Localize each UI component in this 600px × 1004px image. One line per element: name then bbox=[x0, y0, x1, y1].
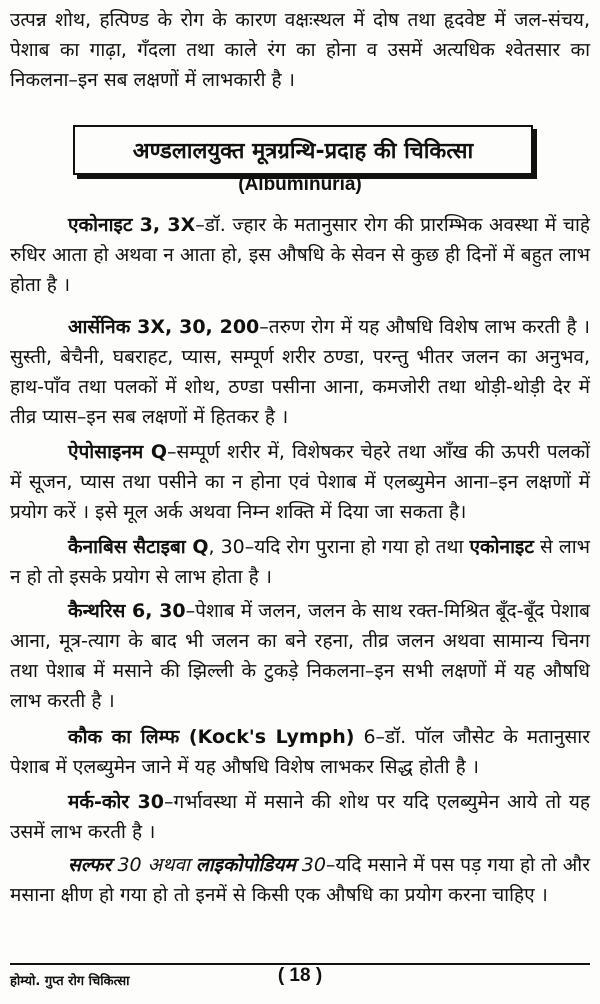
remedy-name-rest: 30 अथवा bbox=[111, 854, 196, 876]
remedy-text: , 30–यदि रोग पुराना हो गया हो तथा bbox=[208, 536, 470, 558]
intro-paragraph: उत्पन्न शोथ, हत्पिण्ड के रोग के कारण वक्षःस्थल में दोष तथा हृदवेष्ट में जल-संचय, पेशाब का गाढ़ा, गँदला तथा काले रंग का होना व उसमें अत्यधिक श्वेतसार का निकलना–इन सब लक्षणों में लाभकारी है । bbox=[10, 9, 590, 91]
entry-merc-cor bbox=[10, 787, 590, 847]
remedy-name: कौक का लिम्फ (Kock's Lymph) bbox=[68, 726, 355, 748]
remedy-name: एकोनाइट 3, 3X bbox=[68, 214, 196, 236]
remedy-text: –डॉ. ज्हार के मतानुसार रोग की प्रारम्भिक अवस्था में चाहे रुधिर आता हो अथवा न आता हो, इस औषधि के सेवन से कुछ ही दिनों में बहुत लाभ होता है । bbox=[10, 214, 590, 296]
entry-cantharis bbox=[10, 596, 590, 716]
remedy-text: –तरुण रोग में यह औषधि विशेष लाभ करती है । सुस्ती, बेचैनी, घबराहट, प्यास, सम्पूर्ण शरीर ठण्डा, परन्तु भीतर जलन का अनुभव, हाथ-पाँव तथा पलकों में शोथ, ठण्डा पसीना आना, कमजोरी तथा थोड़ी-थोड़ी देर में तीव्र प्यास–इन सब लक्षणों में हितकर है । bbox=[10, 316, 591, 428]
section-subtitle: (Albuminuria) bbox=[238, 174, 362, 195]
entry-aconite bbox=[10, 210, 590, 300]
remedy-text: –गर्भावस्था में मसाने की शोथ पर यदि एलब्युमेन आये तो यह उसमें लाभ करती है । bbox=[10, 791, 590, 843]
remedy-text: –पेशाब में जलन, जलन के साथ रक्त-मिश्रित बूँद-बूँद पेशाब आना, मूत्र-त्याग के बाद भी जलन का बने रहना, तीव्र जलन अथवा सामान्य चिनग तथा पेशाब में मसाने की झिल्ली के टुकड़े निकलना–इन सभी लक्षणों में यह औषधि लाभ करती है । bbox=[10, 600, 591, 712]
entry-apocynum bbox=[10, 437, 590, 527]
remedy-text: –यदि मसाने में पस पड़ गया हो तो और मसाना क्षीण हो गया हो तो इनमें से किसी एक औषधि का प्रयोग करना चाहिए । bbox=[10, 854, 591, 906]
remedy-name: कैनाबिस सैटाइबा Q bbox=[68, 536, 209, 558]
entry-sulphur-lycopodium bbox=[10, 850, 590, 910]
remedy-name: ऐपोसाइनम Q bbox=[68, 441, 168, 463]
remedy-name: कैन्थरिस 6, 30 bbox=[68, 600, 186, 622]
remedy-name: सल्फर bbox=[68, 854, 112, 876]
entry-kocks-lymph bbox=[10, 722, 590, 782]
remedy-text: –सम्पूर्ण शरीर में, विशेषकर चेहरे तथा आँख की ऊपरी पलकों में सूजन, प्यास तथा पसीने का न होना एवं पेशाब में एलब्युमेन आना–इन लक्षणों में प्रयोग करें । इसे मूल अर्क अथवा निम्न शक्ति में दिया जा सकता है। bbox=[10, 441, 590, 523]
footer-book-title: होम्यो. गुप्त रोग चिकित्सा bbox=[10, 974, 130, 989]
remedy-name: आर्सेनिक 3X, 30, 200 bbox=[68, 316, 260, 338]
remedy-name-2-rest: 30 bbox=[295, 854, 326, 876]
entry-arsenic bbox=[10, 312, 590, 432]
page-number: ( 18 ) bbox=[277, 965, 323, 986]
entry-cannabis bbox=[10, 532, 590, 592]
remedy-ref: एकोनाइट bbox=[469, 536, 534, 558]
section-title: अण्डलालयुक्त मूत्रग्रन्थि-प्रदाह की चिकित्सा bbox=[132, 139, 474, 164]
remedy-text: 6–डॉ. पॉल जौसेट के मतानुसार पेशाब में एलब्युमेन जाने में यह औषधि विशेष लाभकर सिद्ध होती है । bbox=[10, 726, 590, 778]
section-title-box bbox=[73, 125, 533, 175]
remedy-name-2: लाइकोपोडियम bbox=[195, 854, 296, 876]
remedy-name: मर्क-कोर 30 bbox=[68, 791, 164, 813]
remedy-text-cont: से लाभ न हो तो इसके प्रयोग से लाभ होता है । bbox=[10, 536, 590, 588]
